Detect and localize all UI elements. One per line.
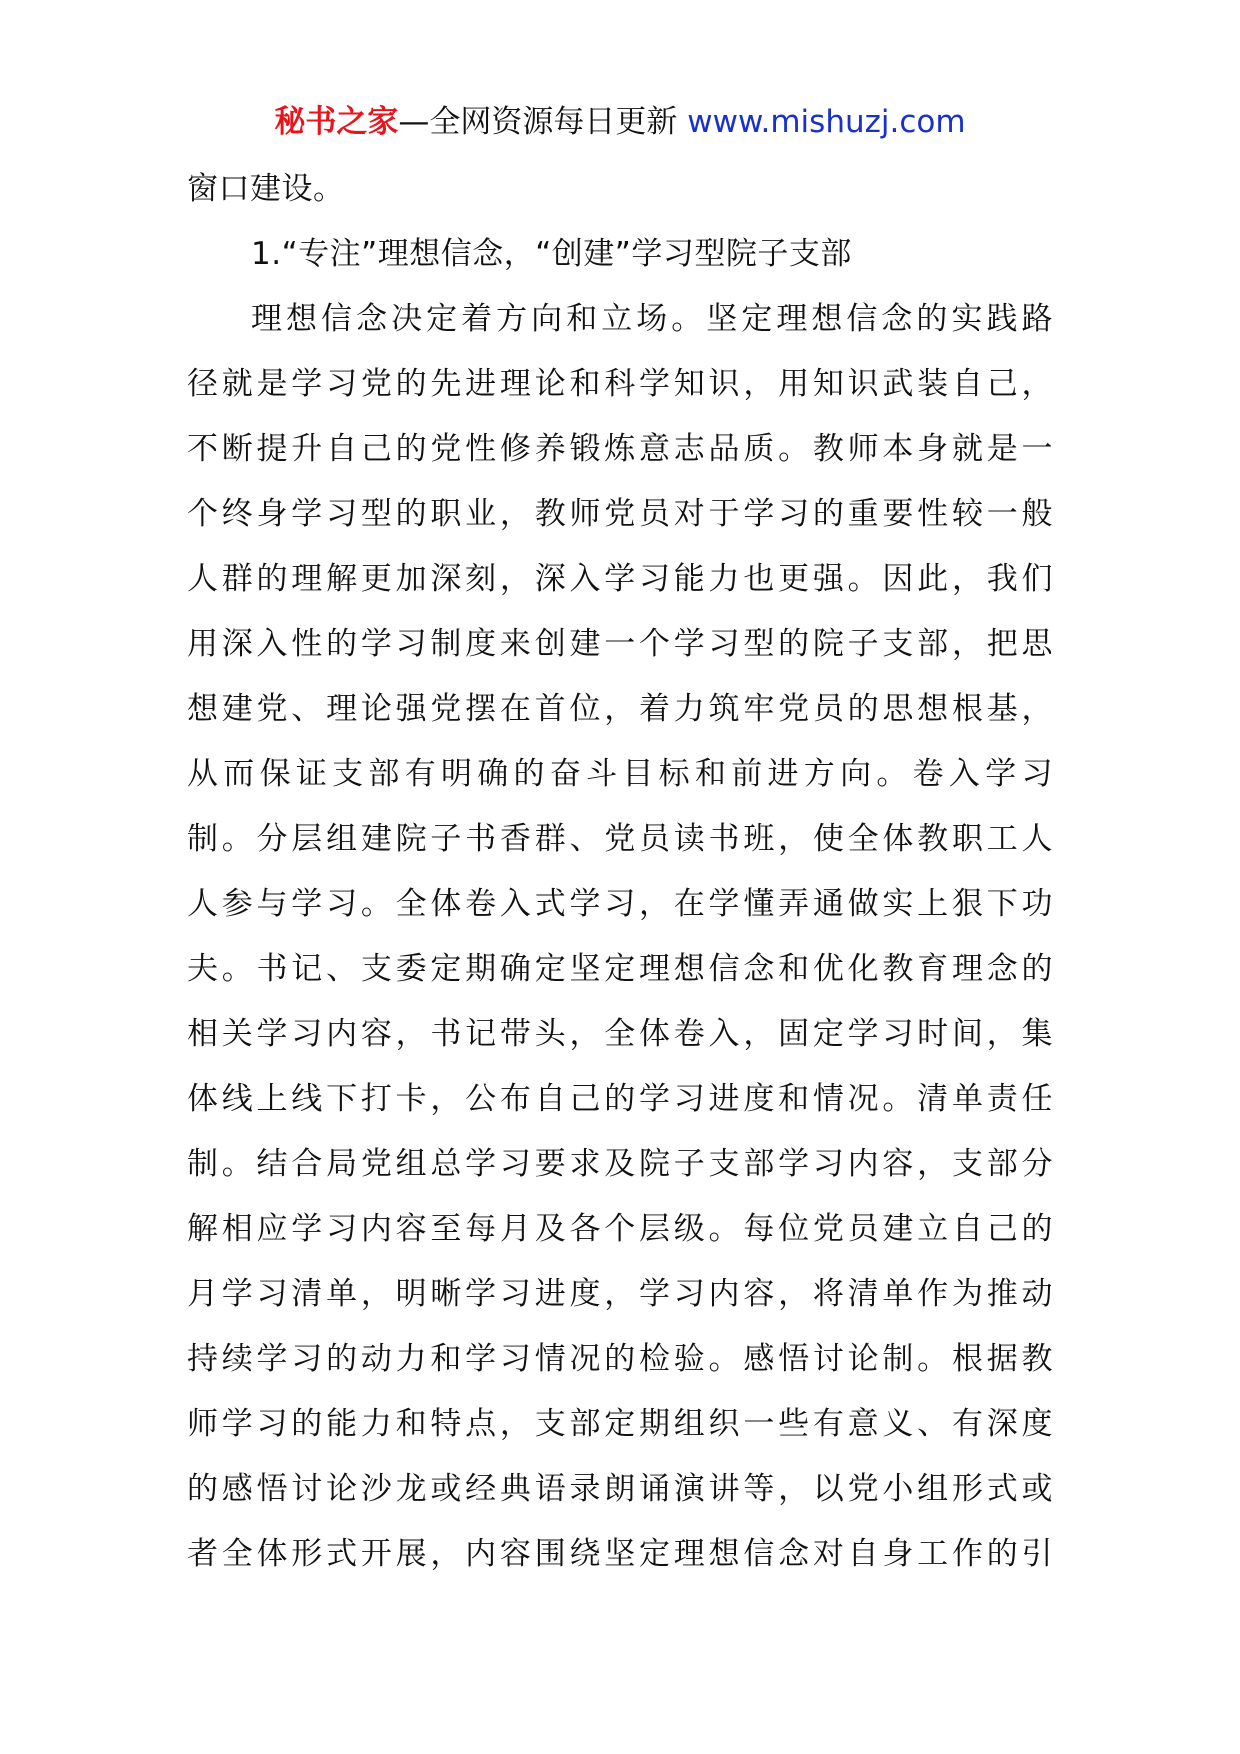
text-line: 制。结合局党组总学习要求及院子支部学习内容，支部分 [187,1146,1053,1182]
text-line: 师学习的能力和特点，支部定期组织一些有意义、有深度 [187,1406,1053,1442]
text-line: 持续学习的动力和学习情况的检验。感悟讨论制。根据教 [187,1341,1053,1377]
text-line: 人参与学习。全体卷入式学习，在学懂弄通做实上狠下功 [187,886,1053,922]
section-heading: 1.“专注”理想信念，“创建”学习型院子支部 [251,236,852,272]
text-line: 用深入性的学习制度来创建一个学习型的院子支部，把思 [187,626,1053,662]
text-line: 制。分层组建院子书香群、党员读书班，使全体教职工人 [187,821,1053,857]
text-line: 径就是学习党的先进理论和科学知识，用知识武装自己， [187,366,1053,402]
text-line: 想建党、理论强党摆在首位，着力筑牢党员的思想根基， [187,691,1053,727]
text-line: 人群的理解更加深刻，深入学习能力也更强。因此，我们 [187,561,1053,597]
text-line: 不断提升自己的党性修养锻炼意志品质。教师本身就是一 [187,431,1053,467]
text-line: 个终身学习型的职业，教师党员对于学习的重要性较一般 [187,496,1053,532]
text-line: 理想信念决定着方向和立场。坚定理想信念的实践路 [251,301,1053,337]
text-line: 夫。书记、支委定期确定坚定理想信念和优化教育理念的 [187,951,1053,987]
text-line: 窗口建设。 [187,171,345,207]
text-line: 解相应学习内容至每月及各个层级。每位党员建立自己的 [187,1211,1053,1247]
site-header [0,100,1240,144]
text-line: 从而保证支部有明确的奋斗目标和前进方向。卷入学习 [187,756,1053,792]
document-body [187,167,1053,1597]
text-line: 月学习清单，明晰学习进度，学习内容，将清单作为推动 [187,1276,1053,1312]
text-line: 者全体形式开展，内容围绕坚定理想信念对自身工作的引 [187,1536,1053,1572]
brand-name: 秘书之家 [274,104,399,140]
text-line: 体线上线下打卡，公布自己的学习进度和情况。清单责任 [187,1081,1053,1117]
header-tagline: —全网资源每日更新 [398,104,678,140]
site-url-link[interactable]: www.mishuzj.com [687,104,966,140]
text-line: 相关学习内容，书记带头，全体卷入，固定学习时间，集 [187,1016,1053,1052]
text-line: 的感悟讨论沙龙或经典语录朗诵演讲等，以党小组形式或 [187,1471,1053,1507]
